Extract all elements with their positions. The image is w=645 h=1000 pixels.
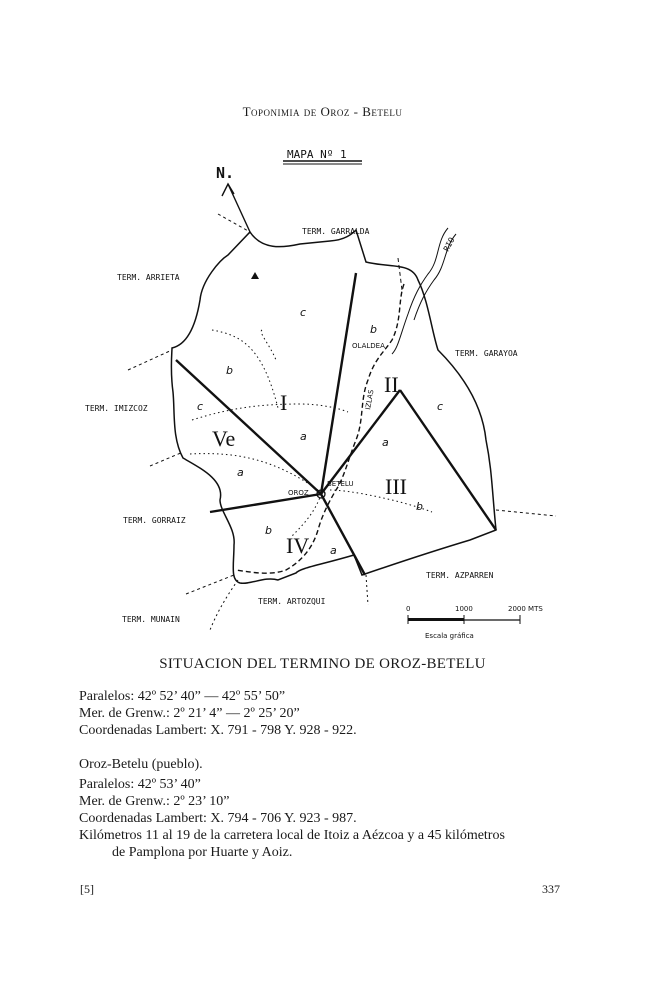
- neighbor-azparren: TERM. AZPARREN: [426, 571, 494, 580]
- neighbor-garralda: TERM. GARRALDA: [302, 227, 370, 236]
- road-line: [236, 284, 404, 573]
- sec-label: a: [237, 466, 244, 479]
- sec-label: c: [437, 400, 444, 413]
- map-caption: SITUACION DEL TERMINO DE OROZ-BETELU: [159, 656, 486, 672]
- boundary-ext-se: [366, 575, 368, 605]
- neighbor-munain: TERM. MUNAIN: [122, 615, 180, 624]
- page-number: 337: [542, 882, 560, 896]
- pueblo-heading: Oroz-Betelu (pueblo).: [79, 757, 203, 772]
- boundary-ext-s: [186, 575, 234, 594]
- boundary-ext-e: [496, 510, 556, 516]
- place-road: IZLAS: [364, 389, 376, 411]
- boundary-ext-sw: [150, 452, 183, 466]
- zone-iv: IV: [286, 533, 310, 558]
- sec-label: b: [416, 500, 423, 513]
- river-line: [392, 228, 448, 354]
- map-title: MAPA Nº 1: [287, 148, 347, 161]
- road-line-n: [398, 258, 402, 290]
- sec-label: a: [300, 430, 307, 443]
- pueblo-line: Paralelos: 42º 53’ 40”: [79, 777, 201, 792]
- neighbor-artozqui: TERM. ARTOZQUI: [258, 597, 326, 606]
- neighbor-arrieta: TERM. ARRIETA: [117, 273, 180, 282]
- termino-line: Paralelos: 42º 52’ 40” — 42º 55’ 50”: [79, 689, 286, 704]
- running-head: Toponimia de Oroz - Betelu: [242, 104, 403, 119]
- sec-label: c: [197, 400, 204, 413]
- north-label: N.: [216, 164, 235, 182]
- termino-line: Mer. de Grenw.: 2º 21’ 4” — 2º 25’ 20”: [79, 706, 300, 721]
- zone-i: I: [280, 390, 288, 415]
- scale-tick-0: 0: [406, 605, 411, 613]
- scale-label: Escala gráfica: [425, 632, 474, 640]
- neighbor-garayoa: TERM. GARAYOA: [455, 349, 518, 358]
- zone-ii: II: [384, 372, 399, 397]
- scale-bar: [406, 605, 543, 640]
- pueblo-line: de Pamplona por Huarte y Aoiz.: [112, 845, 293, 860]
- peak-marker: [251, 272, 259, 279]
- sec-label: b: [226, 364, 233, 377]
- termino-coordinates: [79, 688, 579, 739]
- river-label: RIO: [441, 235, 457, 253]
- boundary-ext-w: [128, 350, 172, 370]
- sec-label: a: [330, 544, 337, 557]
- section-number: [5]: [80, 882, 94, 896]
- scale-tick-1000: 1000: [455, 605, 473, 613]
- scale-tick-2000: 2000 MTS: [508, 605, 543, 613]
- neighbor-imizcoz: TERM. IMIZCOZ: [85, 404, 148, 413]
- sec-label: a: [382, 436, 389, 449]
- place-betelu: BETELU: [327, 480, 354, 488]
- north-arrow: [228, 184, 250, 232]
- pueblo-line: Mer. de Grenw.: 2º 23’ 10”: [79, 794, 230, 809]
- termino-line: Coordenadas Lambert: X. 791 - 798 Y. 928 - 922.: [79, 723, 357, 738]
- sec-label: b: [265, 524, 272, 537]
- pueblo-line: Coordenadas Lambert: X. 794 - 706 Y. 923 - 987.: [79, 811, 357, 826]
- place-olaldea: OLALDEA: [352, 342, 385, 350]
- zone-v: Ve: [212, 426, 236, 451]
- sec-label: b: [370, 323, 377, 336]
- pueblo-coordinates: [79, 756, 579, 861]
- boundary-ext-munain: [210, 580, 238, 630]
- sec-label: c: [300, 306, 307, 319]
- neighbor-gorraiz: TERM. GORRAIZ: [123, 516, 186, 525]
- zone-iii: III: [385, 474, 407, 499]
- zone-dividers: [176, 273, 496, 575]
- pueblo-line: Kilómetros 11 al 19 de la carretera local de Itoiz a Aézcoa y a 45 kilómetros: [79, 828, 505, 843]
- place-oroz: OROZ: [288, 489, 309, 497]
